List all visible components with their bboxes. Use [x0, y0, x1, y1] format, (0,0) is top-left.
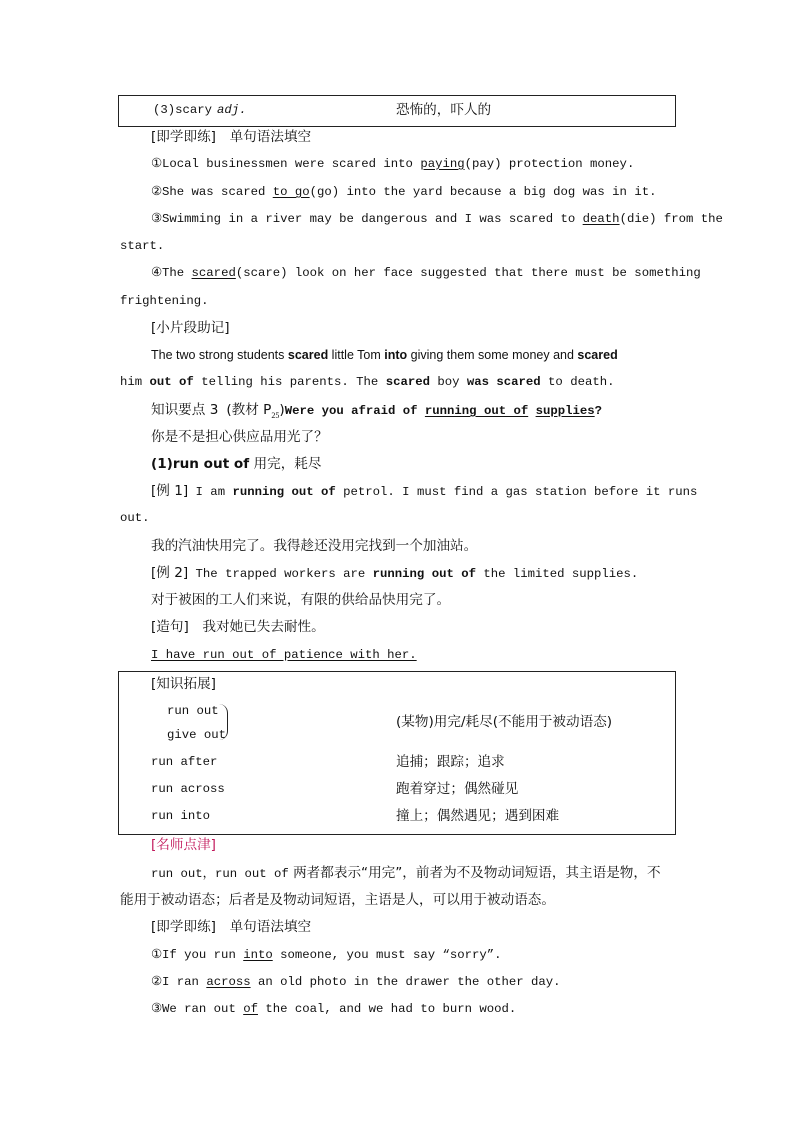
tip-line-2: 能用于被动语态；后者是及物动词短语，主语是人，可以用于被动语态。	[120, 892, 555, 908]
practice-item-3: ③Swimming in a river may be dangerous and I was scared to death(die) from the	[151, 212, 723, 226]
meaning-run-after: 追捕；跟踪；追求	[396, 754, 505, 770]
example-1-translation: 我的汽油快用完了。我得趁还没用完找到一个加油站。	[151, 538, 478, 554]
practice2-item-2: ②I ran across an old photo in the drawer the other day.	[151, 975, 561, 989]
phrase-run-across: run across	[151, 782, 225, 796]
phrase-heading: (1)run out of 用完，耗尽	[151, 456, 322, 472]
make-sentence: [造句] 我对她已失去耐性。	[151, 619, 325, 635]
example-2-translation: 对于被困的工人们来说，有限的供给品快用完了。	[151, 592, 451, 608]
part-of-speech: adj.	[217, 103, 247, 117]
phrase-run-into: run into	[151, 809, 211, 823]
practice-heading: [即学即练] 单句语法填空	[151, 129, 312, 145]
tip-heading: [名师点津]	[151, 837, 216, 853]
tip-line-1: run out，run out of 两者都表示“用完”，前者为不及物动词短语，其主语是物，不	[151, 865, 661, 881]
phrase-give-out: give out	[167, 728, 227, 742]
memory-line-1: The two strong students scared little Tom into giving them some money and scared	[151, 348, 618, 362]
answer-blank: of	[243, 1002, 258, 1016]
answer-blank: into	[243, 948, 273, 962]
practice-item-4-cont: frightening.	[120, 294, 209, 308]
phrase-run-after: run after	[151, 755, 218, 769]
expansion-box	[118, 671, 676, 835]
practice-item-1: ①Local businessmen were scared into paying(pay) protection money.	[151, 157, 635, 171]
example-1: [例 1] I am running out of petrol. I must find a gas station before it runs	[151, 483, 698, 499]
point-translation: 你是不是担心供应品用光了？	[151, 429, 328, 445]
answer-blank: scared	[191, 266, 236, 280]
example-1-cont: out.	[120, 511, 150, 525]
expansion-heading: [知识拓展]	[151, 676, 216, 692]
meaning-run-across: 跑着穿过；偶然碰见	[396, 781, 519, 797]
brace-icon	[219, 704, 228, 740]
answer-blank: to go	[272, 185, 310, 199]
practice2-item-3: ③We ran out of the coal, and we had to burn wood.	[151, 1002, 517, 1016]
practice-heading-2: [即学即练] 单句语法填空	[151, 919, 312, 935]
memory-heading: [小片段助记]	[151, 320, 230, 336]
practice-item-2: ②She was scared to go(go) into the yard because a big dog was in it.	[151, 185, 657, 199]
meaning-run-into: 撞上；偶然遇见；遇到困难	[396, 808, 560, 824]
practice2-item-1: ①If you run into someone, you must say “sorry”.	[151, 948, 502, 962]
term: (3)scary	[153, 103, 213, 117]
definition-box	[118, 95, 676, 127]
practice-item-4: ④The scared(scare) look on her face suggested that there must be something	[151, 266, 701, 280]
phrase-run-out: run out	[167, 704, 219, 718]
memory-line-2: him out of telling his parents. The scared boy was scared to death.	[120, 375, 615, 389]
answer-blank: across	[206, 975, 251, 989]
answer-blank: paying	[420, 157, 465, 171]
brace-meaning: (某物)用完/耗尽(不能用于被动语态)	[396, 714, 613, 730]
make-sentence-answer: I have run out of patience with her.	[151, 648, 417, 662]
answer-blank: death	[582, 212, 620, 226]
term-meaning: 恐怖的，吓人的	[396, 102, 492, 118]
practice-item-3-cont: start.	[120, 239, 165, 253]
knowledge-point-3: 知识要点 3 (教材 $P_{25})Were$ you afraid of running out of supplies?	[151, 402, 603, 421]
example-2: [例 2] The trapped workers are running out of the limited supplies.	[151, 565, 639, 581]
